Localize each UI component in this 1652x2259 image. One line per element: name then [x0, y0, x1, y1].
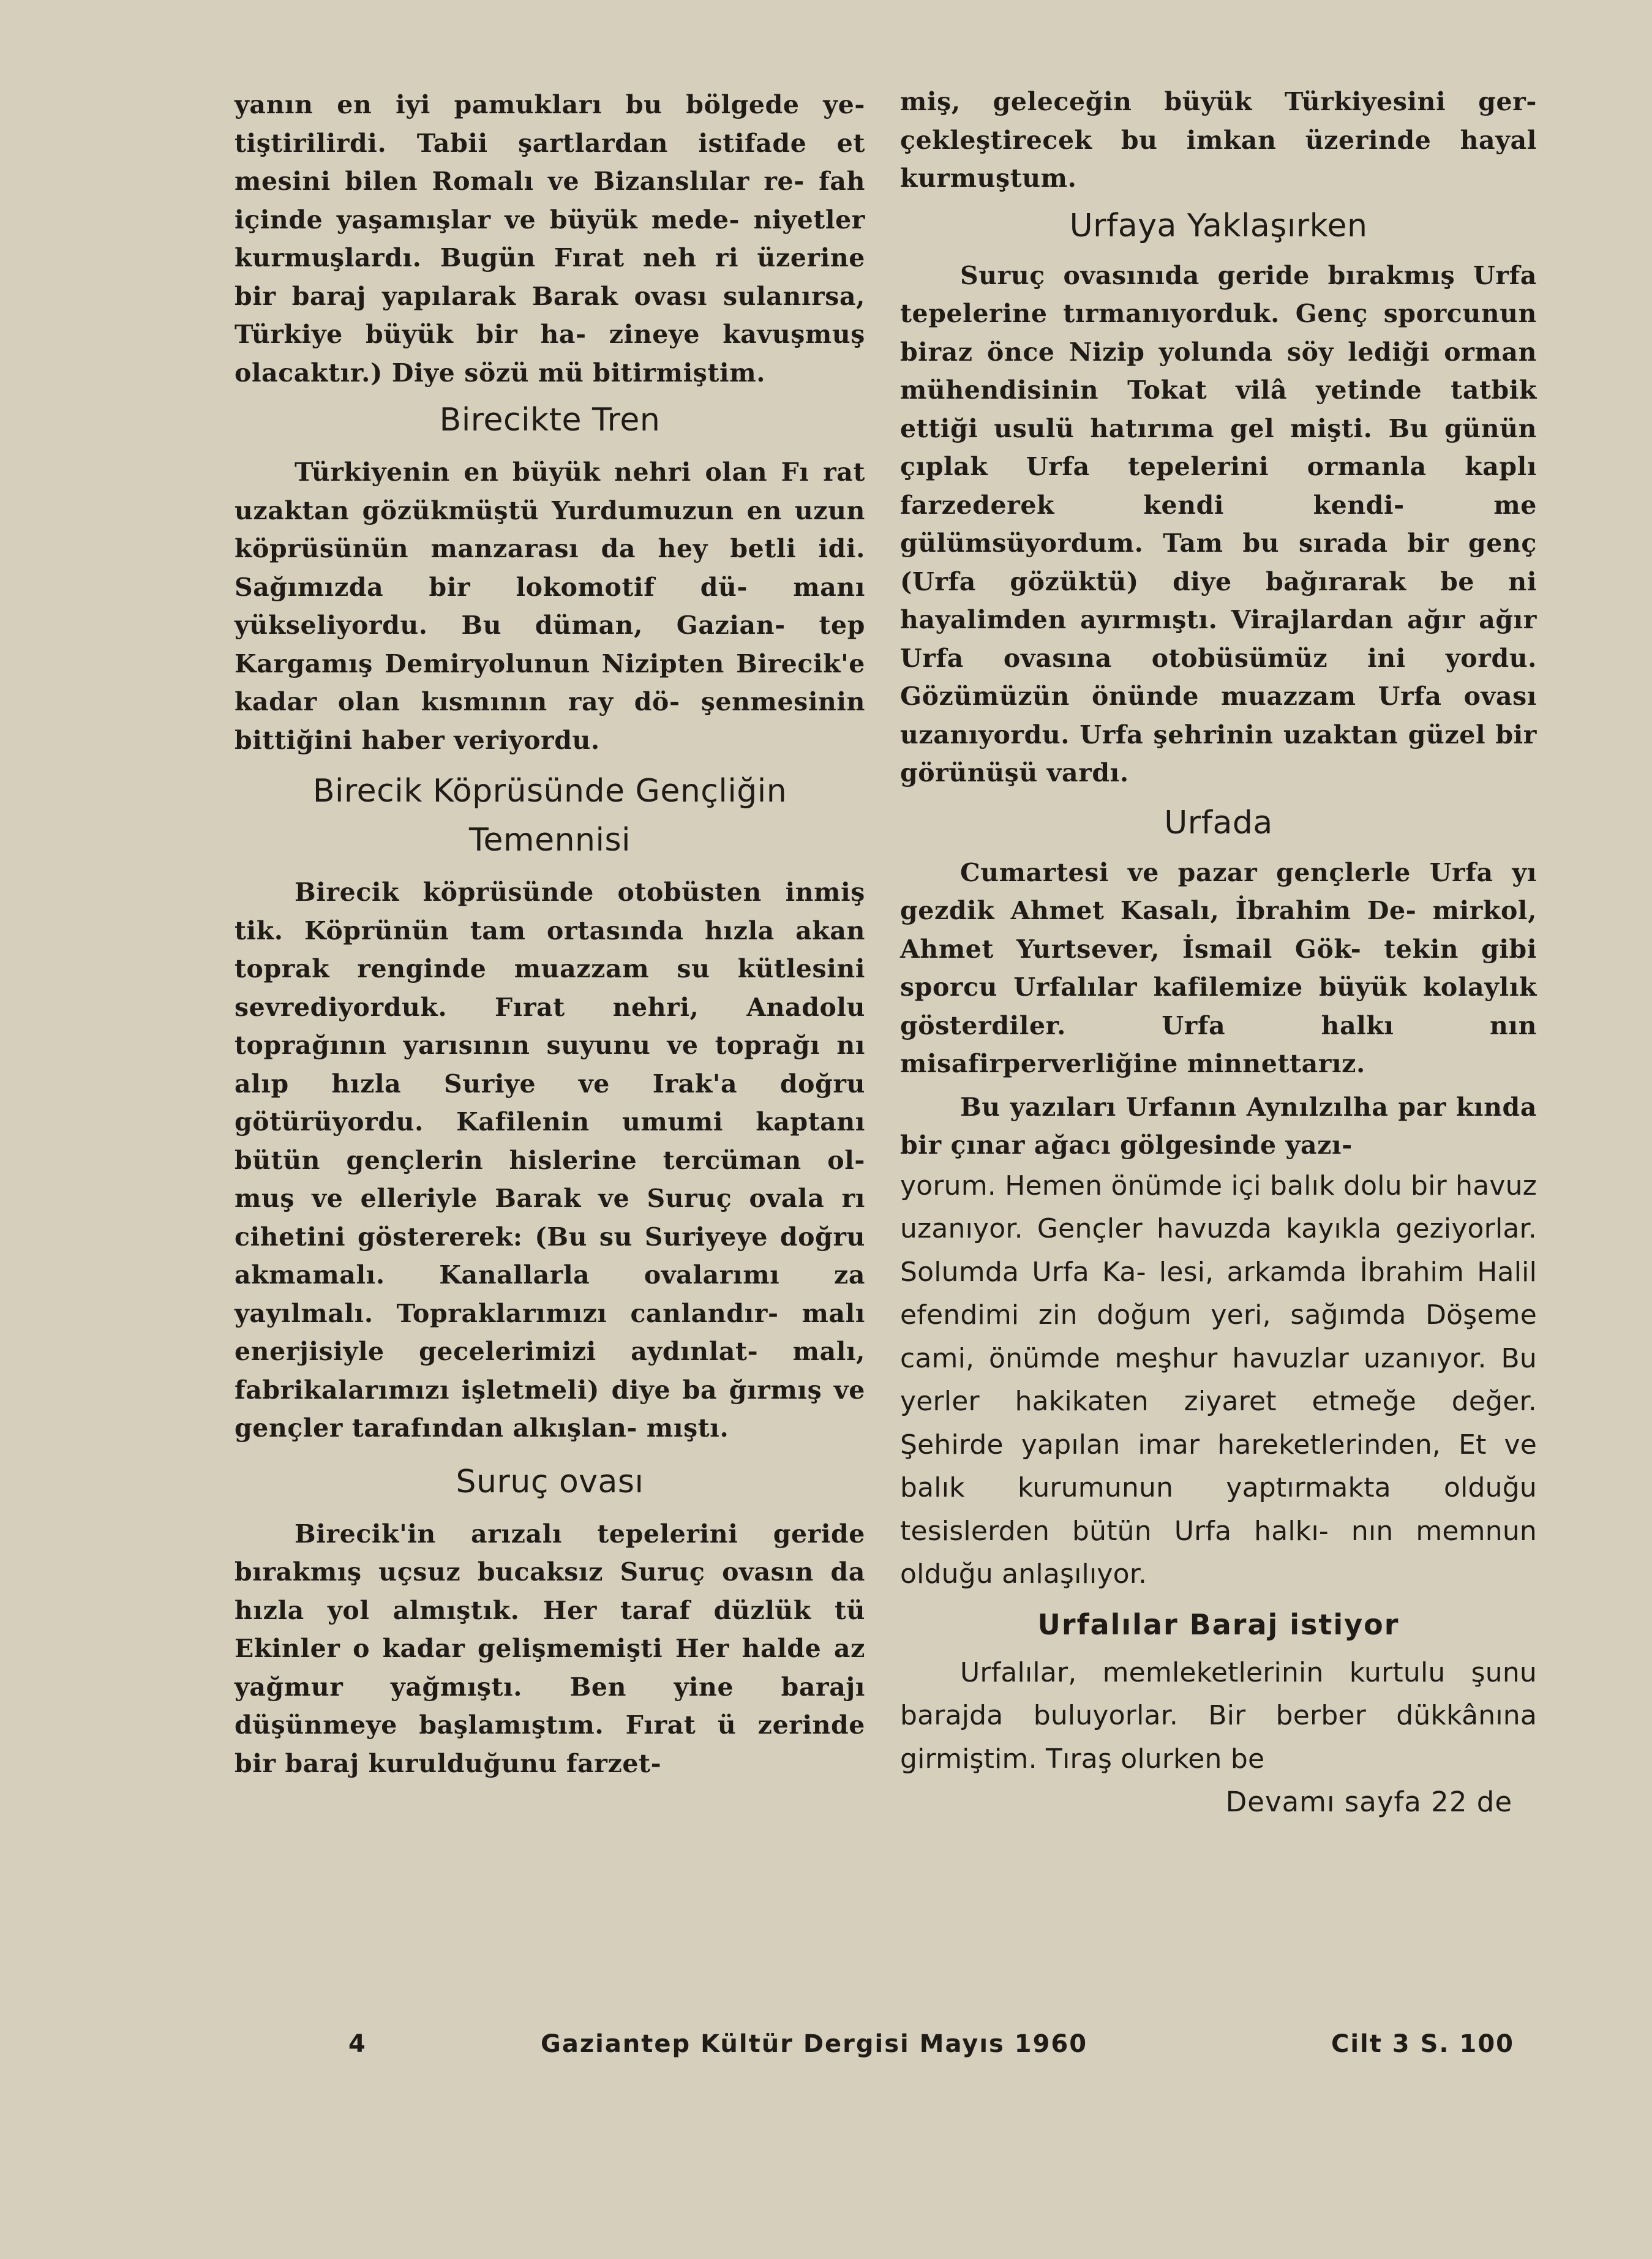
- paragraph-kopru: Birecik köprüsünde otobüsten inmiş tik. Köprünün tam ortasında hızla akan toprak renginde muazzam su kütlesini sevrediyorduk. Fırat nehri, Anadolu toprağının yarısının suyunu ve toprağı nı alıp hızla Suriye ve Irak'a doğru götürüyordu. Kafilenin umumi kaptanı bütün gençlerin hislerine tercüman ol- muş ve elleriyle Barak ve Suruç ovala rı cihetini göstererek: (Bu su Suriyeye doğru akmamalı. Kanallarla ovalarımı za yayılmalı. Topraklarımızı canlandır- malı enerjisiyle gecelerimizi aydınlat- malı, fabrikalarımızı işletmeli) diye ba ğırmış ve gençler tarafından alkışlan- mıştı.: [235, 878, 865, 1443]
- paragraph-tren: Türkiyenin en büyük nehri olan Fı rat uzaktan gözükmüştü Yurdumuzun en uzun köprüsünün manzarası da hey betli idi. Sağımızda bir lokomotif dü- manı yükseliyordu. Bu düman, Gazian- tep Kargamış Demiryolunun Nizipten Birecik'e kadar olan kısmının ray dö- şenmesinin bittiğini haber veriyordu.: [235, 457, 865, 755]
- paragraph-baraj: Urfalılar, memleketlerinin kurtulu şunu barajda buluyorlar. Bir berber dükkânına girmiştim. Tıraş olurken be: [900, 1656, 1537, 1775]
- heading-urfaya-yaklasirken: Urfaya Yaklaşırken: [1069, 207, 1368, 244]
- paragraph-urfada-2a: Bu yazıları Urfanın Aynılzılha par kında bir çınar ağacı gölgesinde yazı-: [900, 1092, 1537, 1160]
- left-column: [235, 86, 865, 1783]
- page-number: 4: [348, 2030, 367, 2058]
- heading-urfada: Urfada: [1164, 804, 1273, 841]
- paragraph-urfada-1: Cumartesi ve pazar gençlerle Urfa yı gezdik Ahmet Kasalı, İbrahim De- mirkol, Ahmet Yurtsever, İsmail Gök- tekin gibi sporcu Urfalılar kafilemize büyük kolaylık gösterdiler. Urfa halkı nın misafirperverliğine minnettarız.: [900, 857, 1537, 1078]
- continued-note: Devamı sayfa 22 de: [1225, 1786, 1512, 1818]
- page-footer: [235, 2030, 1514, 2067]
- heading-kopru-line-1: Birecik Köprüsünde Gençliğin: [312, 773, 787, 810]
- paragraph-continuation: miş, geleceğin büyük Türkiyesini ger- çekleştirecek bu imkan üzerinde hayal kurmuştum.: [900, 87, 1537, 193]
- paragraph-intro: yanın en iyi pamukları bu bölgede ye- tiştirilirdi. Tabii şartlardan istifade et mesini bilen Romalı ve Bizanslılar re- fah içinde yaşamışlar ve büyük mede- niyetler kurmuşlardı. Bugün Fırat neh ri üzerine bir baraj yapılarak Barak ovası sulanırsa, Türkiye büyük bir ha- zineye kavuşmuş olacaktır.) Diye sözü mü bitirmiştim.: [235, 90, 865, 388]
- paragraph-yaklasirken: Suruç ovasınıda geride bırakmış Urfa tepelerine tırmanıyorduk. Genç sporcunun biraz önce Nizip yolunda söy lediği orman mühendisinin Tokat vilâ yetinde tatbik ettiği usulü hatırıma gel mişti. Bu günün çıplak Urfa tepelerini ormanla kaplı farzederek kendi kendi- me gülümsüyordum. Tam bu sırada bir genç (Urfa gözüktü) diye bağırarak be ni hayalimden ayırmıştı. Virajlardan ağır ağır Urfa ovasına otobüsümüz ini yordu. Gözümüzün önünde muazzam Urfa ovası uzanıyordu. Urfa şehrinin uzaktan güzel bir görünüşü vardı.: [900, 260, 1537, 787]
- volume-info: Cilt 3 S. 100: [1331, 2030, 1514, 2058]
- heading-kopru-line-2: Temennisi: [469, 822, 631, 859]
- publication-info: Gaziantep Kültür Dergisi Mayıs 1960: [541, 2030, 1088, 2058]
- right-column: [900, 83, 1537, 1824]
- paragraph-urfada-2b: yorum. Hemen önümde içi balık dolu bir havuz uzanıyor. Gençler havuzda kayıkla geziyorlar. Solumda Urfa Ka- lesi, arkamda İbrahim Halil efendimi zin doğum yeri, sağımda Döşeme cami, önümde meşhur havuzlar uzanıyor. Bu yerler hakikaten ziyaret etmeğe değer. Şehirde yapılan imar hareketlerinden, Et ve balık kurumunun yaptırmakta olduğu tesislerden bütün Urfa halkı- nın memnun olduğu anlaşılıyor.: [900, 1170, 1537, 1590]
- heading-urfalilar-baraj-istiyor: Urfalılar Baraj istiyor: [1037, 1607, 1400, 1641]
- paragraph-suruc: Birecik'in arızalı tepelerini geride bırakmış uçsuz bucaksız Suruç ovasın da hızla yol almıştık. Her taraf düzlük tü Ekinler o kadar gelişmemişti Her halde az yağmur yağmıştı. Ben yine barajı düşünmeye başlamıştım. Fırat ü zerinde bir baraj kurulduğunu farzet-: [235, 1519, 865, 1778]
- heading-suruc-ovasi: Suruç ovası: [456, 1463, 644, 1500]
- heading-birecikte-tren: Birecikte Tren: [439, 402, 661, 438]
